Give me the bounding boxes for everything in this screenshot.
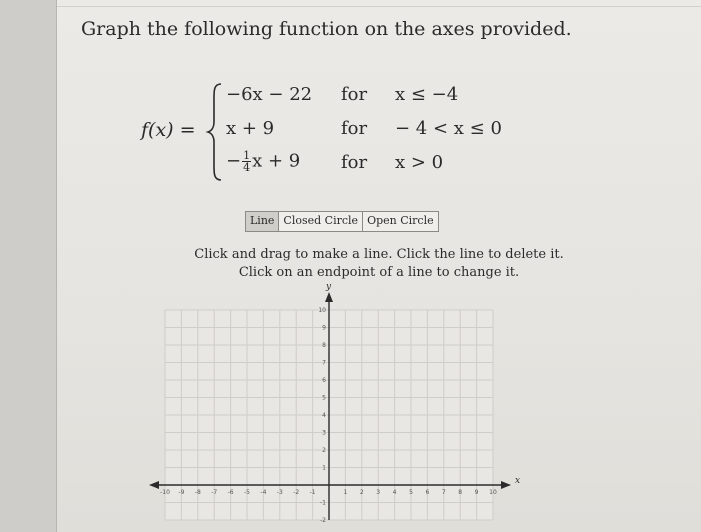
x-tick-label: 3 — [376, 489, 381, 496]
x-tick-label: -10 — [160, 489, 170, 496]
line-tool-button[interactable]: Line — [246, 212, 279, 231]
coordinate-graph[interactable] — [57, 282, 701, 532]
y-tick-label: 10 — [318, 307, 326, 314]
x-tick-label: -1 — [309, 489, 316, 496]
y-tick-label: 7 — [322, 359, 326, 367]
x-axis-arrow-left-icon — [149, 481, 159, 489]
piece-3-suffix: x + 9 — [252, 150, 301, 172]
piece-2-for: for — [341, 118, 368, 139]
x-tick-label: -6 — [227, 489, 234, 496]
left-brace — [207, 82, 223, 182]
x-tick-label: 6 — [425, 489, 430, 496]
y-tick-label: 2 — [322, 447, 326, 454]
y-tick-label: 8 — [322, 342, 326, 349]
function-name: f(x) = — [141, 119, 196, 141]
y-tick-label: 5 — [322, 394, 326, 402]
x-tick-label: -5 — [244, 489, 250, 496]
instruction-line-1: Click and drag to make a line. Click the line to delete it. — [194, 247, 564, 262]
x-tick-label: 2 — [359, 489, 364, 496]
x-tick-label: -4 — [260, 489, 267, 496]
y-tick-label: -2 — [320, 517, 326, 524]
question-panel — [56, 0, 701, 532]
y-tick-label: -1 — [320, 499, 326, 507]
piece-3-frac-denominator: 4 — [243, 161, 251, 174]
x-tick-label: -2 — [293, 489, 300, 496]
piece-3-expression — [226, 150, 300, 173]
piece-2-condition: − 4 < x ≤ 0 — [395, 118, 502, 139]
x-tick-label: -3 — [276, 489, 283, 496]
x-axis-arrow-right-icon — [501, 481, 511, 489]
graph-toolbar — [245, 211, 439, 232]
x-tick-label: 4 — [392, 489, 397, 496]
divider — [57, 6, 701, 7]
y-tick-label: 1 — [322, 464, 326, 472]
piece-3-prefix: − — [226, 150, 242, 172]
x-tick-label: 9 — [474, 489, 479, 496]
instruction-line-2: Click on an endpoint of a line to change it. — [238, 265, 520, 280]
piece-2-expression: x + 9 — [226, 118, 275, 139]
x-axis-label: x — [515, 476, 521, 486]
piece-3-condition: x > 0 — [395, 152, 444, 173]
y-tick-label: 6 — [322, 377, 326, 384]
piece-1-condition: x ≤ −4 — [395, 84, 459, 105]
question-title: Graph the following function on the axes provided. — [81, 18, 572, 40]
x-tick-label: -8 — [194, 489, 201, 496]
x-tick-label: 10 — [489, 489, 497, 496]
y-tick-label: 3 — [322, 429, 326, 437]
open-circle-tool-button[interactable]: Open Circle — [363, 212, 438, 231]
y-tick-label: 9 — [322, 324, 326, 332]
piece-1-expression: −6x − 22 — [226, 84, 313, 105]
x-tick-label: 8 — [458, 489, 463, 496]
x-tick-label: -7 — [211, 489, 218, 496]
piece-3-for: for — [341, 152, 368, 173]
y-axis-arrow-up-icon — [325, 292, 333, 302]
piece-1-for: for — [341, 84, 368, 105]
x-tick-label: 1 — [343, 489, 348, 496]
piece-3-frac-numerator: 1 — [243, 149, 251, 162]
piece-3-fraction — [242, 150, 251, 173]
y-tick-label: 4 — [322, 412, 326, 419]
x-tick-label: 7 — [441, 489, 446, 496]
x-tick-label: 5 — [409, 489, 413, 496]
y-axis-label: y — [326, 282, 332, 292]
closed-circle-tool-button[interactable]: Closed Circle — [279, 212, 363, 231]
x-tick-label: -9 — [178, 489, 185, 496]
